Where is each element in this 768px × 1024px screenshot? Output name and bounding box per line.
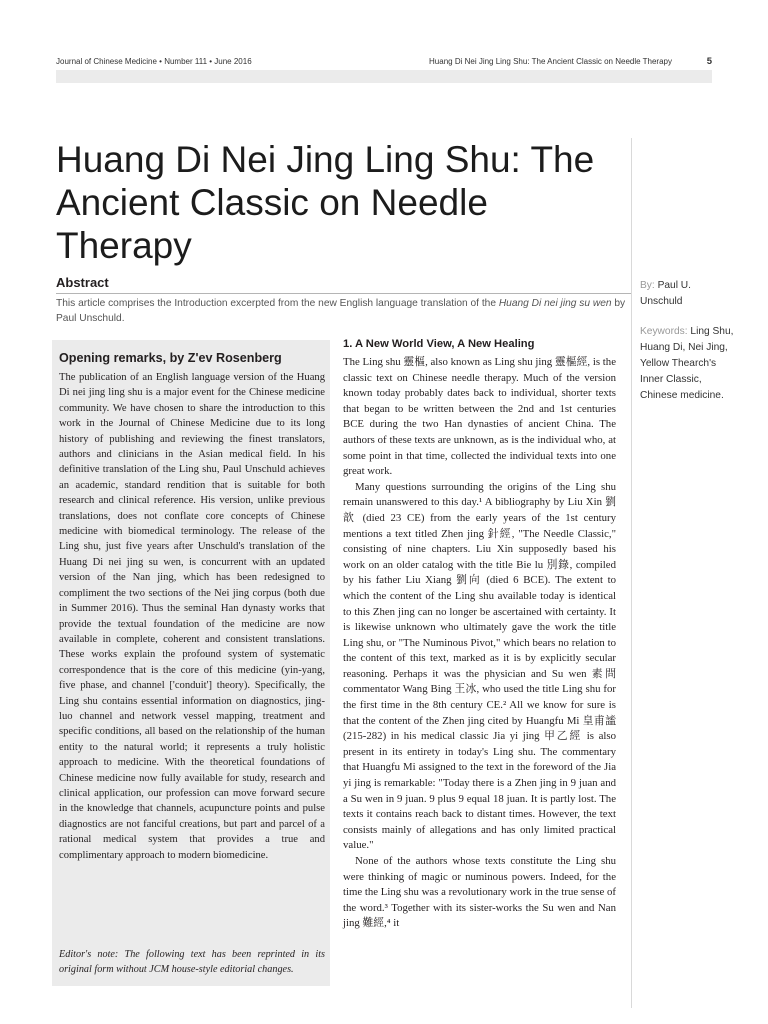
article-title: Huang Di Nei Jing Ling Shu: The Ancient Classic on Needle Therapy [56,139,595,266]
author-block [640,278,736,310]
abstract-heading: Abstract [56,275,109,290]
abstract-text-end: by Paul Unschuld. [56,298,626,324]
journal-issue: Journal of Chinese Medicine • Number 111 • June 2016 [56,57,252,66]
keywords-block [640,324,736,404]
opening-remarks-body: The publication of an English language version of the Huang Di nei jing ling shu is a major event for the Chinese medicine community. We have chosen to share the introduction to this work in the Journal of Chinese Medicine due to its long history of publishing and reviewing the finest translators, authors and clinicians in the Asian medical field. In his definitive translation of the Ling shu, Paul Unschuld achieves an academic, standard rendition that is suitable for both research and clinical reference. His version, unlike previous translations, does not conflate core concepts of Chinese medicine with biomedical terminology. The release of the Ling shu, just five years after Unschuld's translation of the Huang Di nei jing su wen, is concurrent with an updated version of the Nan jing, which has been redesigned to compliment the two sections of the Nei jing corpus (both due in Summer 2016). Thus the seminal Han dynasty works that provide the textual foundation of the medicine are now available in complete, coherent and consistent translations. These works explain the profound system of systematic correspondence that is the core of this medicine (yin-yang, five phase, and channel ['conduit'] theory). Specifically, the Ling shu contains essential information on diagnostics, jing-luo channel and network vessel mapping, treatment and specific conditions, all based on the relationship of the human entity to the natural world; it represents a truly holistic approach to medicine. With the theoretical foundations of Chinese medicine now fully available for study, research and clinical application, our profession can move forward secure in the knowledge that channels, acupuncture points and pulse diagnostics are not fanciful creations, but part and parcel of a rational medical system that provides a true and complimentary approach to modern biomedicine. [59,372,325,861]
abstract-title-reference: Huang Di nei jing su wen [498,298,612,309]
author-name: Paul U. Unschuld [640,280,691,307]
section-heading: 1. A New World View, A New Healing [343,338,535,350]
abstract-text [56,296,632,326]
keywords-list: Ling Shu, Huang Di, Nei Jing, Yellow Thearch's Inner Classic, Chinese medicine. [640,326,734,401]
by-label: By: [640,280,655,291]
abstract-text-start: This article comprises the Introduction excerpted from the new English language translation of the [56,298,499,309]
editors-note: Editor's note: The following text has been reprinted in its original form without JCM house-style editorial changes. [59,949,325,976]
header-band [56,70,712,83]
body-paragraph-3: None of the authors whose texts constitute the Ling shu were thinking of magic or numinous powers. Indeed, for the time the Ling shu was a revolutionary work in the true sense of the word.³ Together with its sister-works the Su wen and Nan jing 難經,⁴ it [343,855,616,930]
body-paragraph-2: Many questions surrounding the origins of the Ling shu remain unanswered to this day.¹ A bibliography by Liu Xin 劉歆 (died 23 CE) from the early years of the 1st century mentions a text titled Zhen jing 針經, "The Needle Classic," consisting of nine chapters. Liu Xin supposedly based his work on an older catalog with the title Bie lu 別錄, compiled by his father Liu Xiang 劉向 (died 6 BCE). The extent to which the content of the Ling shu available today is identical to this Zhen jing can no longer be ascertained with certainty. It is likewise unknown who ultimately gave the work the title Ling shu, or "The Numinous Pivot," which bears no relation to the content of this text, marked as it is by explicitly secular reasoning. Perhaps it was the physician and Su wen 素問 commentator Wang Bing 王冰, who used the title Ling shu for the first time in the 8th century CE.² All we know for sure is that the content of the Zhen jing cited by Huangfu Mi 皇甫謐 (215-282) in his medical classic Jia yi jing 甲乙經 is also present in its entirety in today's Ling shu. The commentary that Huangfu Mi assigned to the text in the foreword of the Jia yi jing is remarkable: "Today there is a Zhen jing in 9 juan and a Su wen in 9 juan. 9 plus 9 equal 18 juan. It is partly lost. The texts it contains reach back to distant times. However, the text consists mainly of allegations and has only limited practical value." [343,480,616,852]
running-header [56,57,712,71]
sidebar-divider [631,138,632,1008]
body-paragraph-1: The Ling shu 靈樞, also known as Ling shu jing 靈樞經, is the classic text on Chinese needle therapy. Much of the version known today probably dates back to individual, shorter texts that began to be written between the 2nd and 1st centuries BCE during the two Han dynasties of ancient China. The authors of these texts are unknown, as is the individual who, at some point in that time, collected the individual texts into one great work. [343,356,616,478]
abstract-divider [56,293,632,294]
running-title: Huang Di Nei Jing Ling Shu: The Ancient Classic on Needle Therapy [429,57,672,66]
page-number: 5 [706,56,712,67]
main-column [343,355,616,932]
opening-remarks-heading: Opening remarks, by Z'ev Rosenberg [59,351,282,365]
keywords-label: Keywords: [640,326,688,337]
